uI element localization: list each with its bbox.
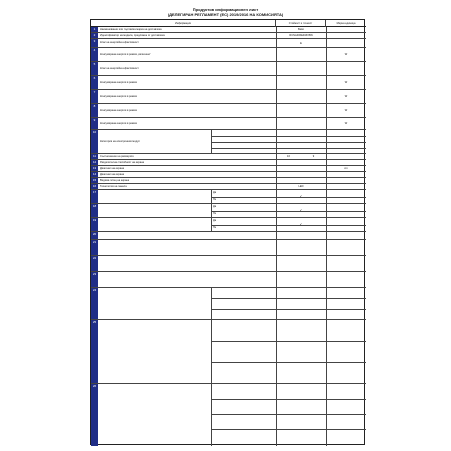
no-option: Не [213,212,217,215]
row-label: Диагонал на екрана [100,172,125,176]
row-number: 19 [91,218,98,231]
row-value: RCNA406E40ZXBN [289,34,313,37]
info-table [90,19,365,445]
row-value [276,256,326,271]
row-number: 10 [91,130,98,153]
table-row [91,272,366,288]
row-label [100,288,200,319]
row-label [100,320,200,383]
table-header [91,20,366,27]
row-value [276,232,326,239]
table-row-power [91,288,366,320]
header-unit: Мерна единица [336,22,356,25]
row-unit: W [344,53,348,56]
row-value: LED [298,185,304,188]
row-number: 23 [91,272,98,287]
header-value: Стойност и точност [276,20,326,27]
table-row-standby [91,320,366,384]
row-label: Консумирана енергия в режим „включено“ [100,52,151,56]
row-label: Консумирана енергия в режим [100,80,137,84]
row-label: Идентификатор на модела, предложен от доставчика [100,33,165,37]
row-label: Видима площ на екрана [100,178,130,182]
row-unit [326,27,366,32]
row-unit [326,33,366,38]
row-number: 20 [91,232,98,239]
row-number: 1 [91,27,98,32]
row-unit [326,178,366,183]
row-label: Категория на електронния модул [100,139,140,143]
yes-option: Да [213,205,217,208]
row-number: 22 [91,256,98,271]
yes-option: Да [213,191,217,194]
no-option: Не [213,198,217,201]
yes-option: Да [213,219,217,222]
row-number: 12 [92,160,97,164]
document-subtitle: (ДЕЛЕГИРАН РЕГЛАМЕНТ (ЕС) 2019/2016 НА КОМИСИЯТА) [167,12,284,17]
row-number: 5 [91,62,98,75]
row-label [100,272,200,287]
row-unit: cm [344,167,348,170]
row-value [276,48,326,61]
table-row [91,90,366,104]
row-label [100,240,200,255]
row-number: 7 [91,90,98,103]
ratio-value: 16 [287,155,290,158]
table-row [91,62,366,76]
standby-mode-unit [326,320,366,341]
row-unit [326,256,366,271]
row-number: 8 [91,104,98,117]
row-value [276,90,326,103]
row-value: E [300,41,302,45]
resolution-value-2 [301,160,326,165]
row-number: 11 [92,154,97,158]
document-page [82,4,369,447]
row-unit [326,160,366,165]
table-row-yesno [91,218,366,232]
table-row [91,240,366,256]
row-label [100,256,200,271]
row-number: 26 [91,384,98,446]
row-unit [326,154,366,159]
row-value [276,240,326,255]
row-label [100,204,210,217]
row-value: Beko [298,28,304,31]
row-value [276,62,326,75]
table-row-yesno [91,204,366,218]
checkmark-icon: ✔ [299,223,303,226]
row-unit [326,232,366,239]
table-row-category [91,130,366,154]
row-unit: W [344,95,348,98]
no-option: Не [213,226,217,229]
row-number: 3 [91,39,98,47]
row-label: Съотношение на размерите [100,154,134,158]
checkmark-icon: ✔ [299,195,303,198]
table-row [91,39,366,48]
row-label: Клас на енергийна ефективност [100,41,139,45]
row-number: 14 [92,172,97,176]
row-unit [326,240,366,255]
resolution-value [276,160,301,165]
network-mode-value [276,384,326,399]
table-row [91,48,366,62]
row-label: Технология на панела [100,184,127,188]
row-unit [326,172,366,177]
row-number: 18 [91,204,98,217]
row-value [276,172,326,177]
row-unit [326,184,366,189]
row-value [276,178,326,183]
network-mode-unit [326,384,366,399]
row-unit [326,62,366,75]
row-label [100,190,210,203]
document-title: Продуктов информационен лист [192,7,259,12]
network-mode-unit [326,429,366,445]
row-unit: W [344,122,348,125]
standby-mode-unit [326,362,366,383]
network-mode-value [276,429,326,445]
row-number: 6 [91,76,98,89]
row-number: 16 [92,184,97,188]
network-mode-unit [326,399,366,414]
table-row [91,232,366,240]
row-label: Наименование или търговска марка на доставчика [100,27,162,31]
row-label: Консумирана енергия в режим [100,94,137,98]
network-mode-value [276,399,326,414]
row-label: Разделителна способност на екрана [100,160,145,164]
row-unit [326,272,366,287]
row-number: 9 [91,118,98,129]
table-row [91,256,366,272]
row-unit [326,39,366,47]
row-label: Клас на енергийна ефективност [100,66,139,70]
header-info: Информация [91,20,276,27]
row-number: 15 [92,178,97,182]
row-value [276,166,326,171]
row-value [276,272,326,287]
row-value [276,118,326,129]
row-number: 24 [91,288,98,319]
standby-mode-unit [326,341,366,362]
row-label: Диагонал на екрана [100,166,125,170]
table-row [91,104,366,118]
row-number: 2 [91,33,98,38]
row-value [276,76,326,89]
row-unit: W [344,109,348,112]
ratio-value-2: 9 [312,155,315,158]
row-value [276,104,326,117]
standby-mode-value [276,320,326,341]
row-unit: W [344,81,348,84]
table-row-yesno [91,190,366,204]
checkmark-icon: ✔ [299,209,303,212]
row-label: Консумирана енергия в режим [100,108,137,112]
row-number: 17 [91,190,98,203]
network-mode-value [276,414,326,429]
row-number: 13 [92,166,97,170]
standby-mode-value [276,362,326,383]
row-label [100,384,205,446]
table-row-network [91,384,366,446]
row-number: 25 [91,320,98,383]
table-row [91,118,366,130]
row-number: 21 [91,240,98,255]
row-label: Консумирана енергия в режим [100,121,137,125]
power-value [276,288,326,298]
row-number: 4 [91,48,98,61]
standby-mode-value [276,341,326,362]
network-mode-unit [326,414,366,429]
row-label [100,218,210,231]
table-row [91,76,366,90]
